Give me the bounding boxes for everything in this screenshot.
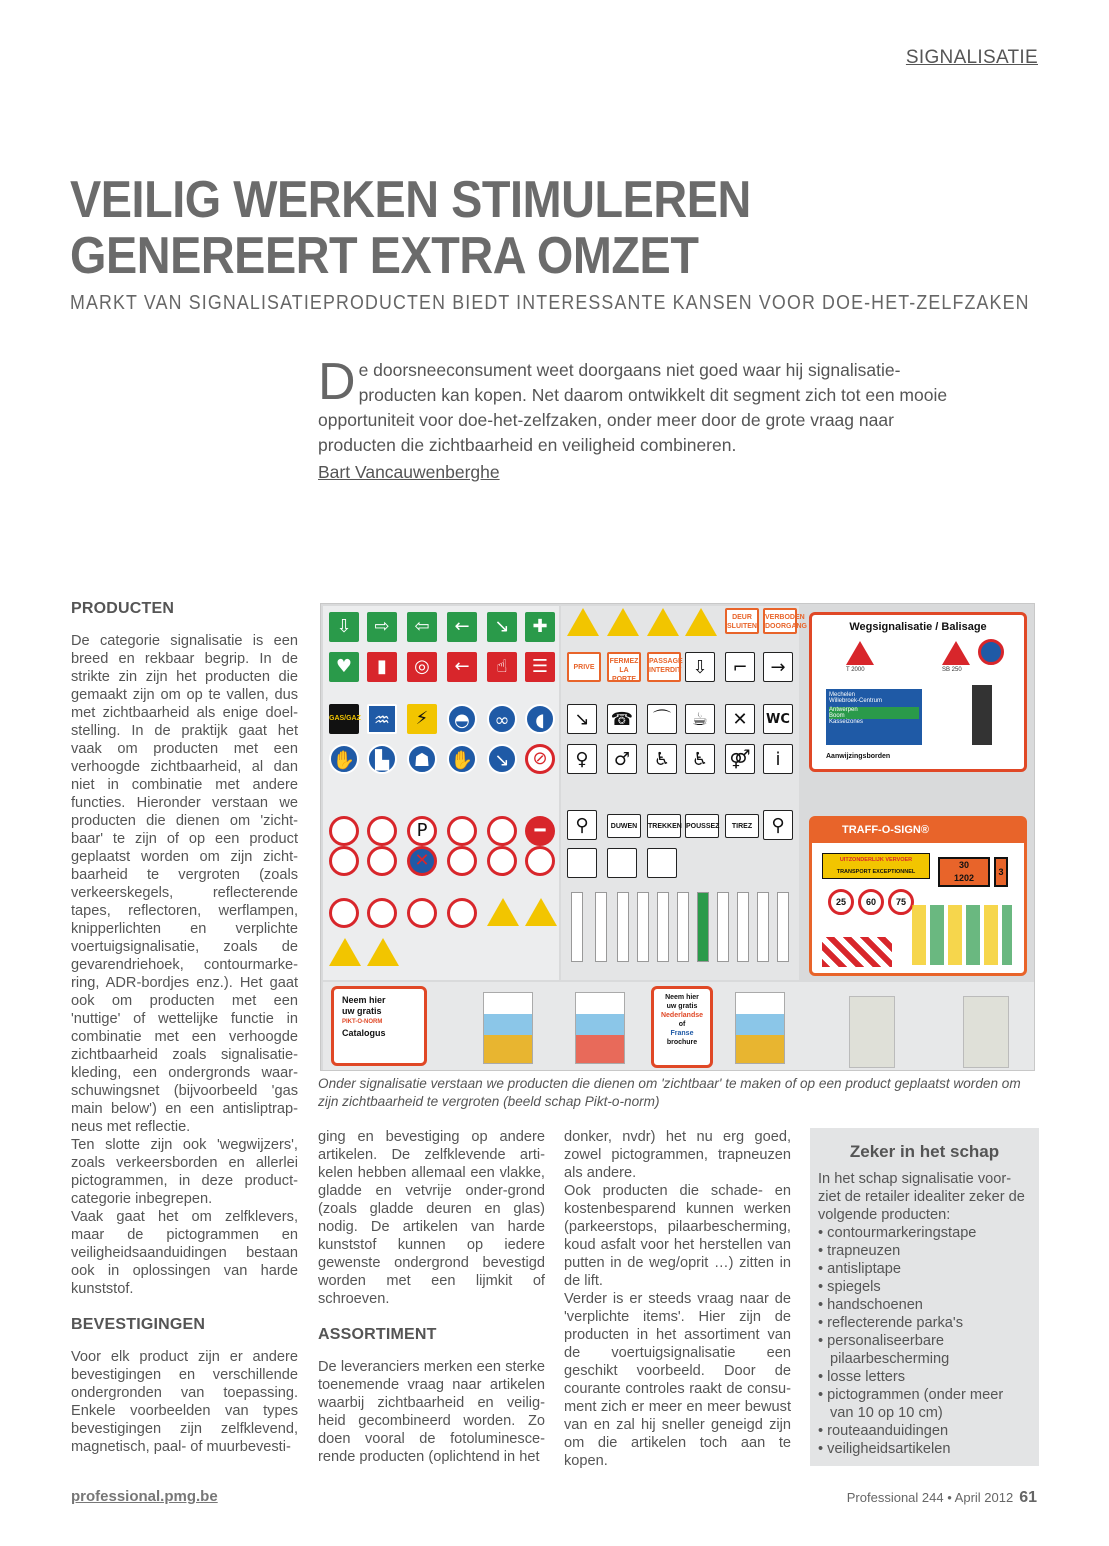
tag-poussez: POUSSEZ — [685, 814, 719, 838]
list-item: van 10 op 10 cm) — [830, 1405, 943, 1421]
wc-sign — [763, 704, 793, 734]
paragraph: Voor elk product zijn er andere bevestigingen en verschillende ondergronden van toepassing. Enkele voorbeelden van types bevestigingen zijn zelfklevend, magnetisch, paal- of muurbevesti- — [71, 1349, 298, 1455]
exceptional-transport-sign — [822, 853, 930, 879]
no-animals-sign — [447, 846, 477, 876]
no-parking-sign: P — [407, 816, 437, 846]
pictogram-sign — [567, 848, 597, 878]
transport-label: UITZONDERLIJK VERVOER — [839, 857, 913, 863]
gents-sign: ♂ — [607, 744, 637, 774]
no-stopping-sign: ✕ — [407, 846, 437, 876]
tag-verboden-doorgang: VERBODEN DOORGANG — [763, 608, 797, 634]
no-camera-sign — [329, 846, 359, 876]
promo-text: Neem hier — [342, 995, 386, 1005]
promo-text: Franse — [670, 1030, 694, 1037]
paragraph: Verder is er steeds vraag naar de 'verplichte items'. Hier zijn de producten in het assortiment van de voertuigsignalisatie een geschikt voorbeeld. Door de courante controles raakt de consu-ment zich er meer en meer bewust van en zal hij sneller geneigd zijn om die artikelen toch aan te kopen. — [564, 1291, 791, 1469]
adr-class: 3 — [994, 857, 1008, 887]
warning-sign — [607, 608, 639, 636]
list-item: • contourmarkeringstape — [818, 1225, 977, 1241]
column-3 — [564, 1128, 791, 1470]
list-item: • spiegels — [818, 1279, 881, 1295]
prohibition-sign — [367, 898, 397, 928]
wc-label: WC — [766, 712, 790, 727]
column-2 — [318, 1128, 545, 1466]
traff-o-sign-board — [809, 816, 1027, 976]
wash-hands-sign: ✋ — [447, 744, 477, 774]
tag-passage: PASSAGE INTERDIT — [647, 652, 681, 682]
city-label: Boom — [829, 713, 919, 719]
warning-sign — [567, 608, 599, 636]
close-sign: ✕ — [725, 704, 755, 734]
coffee-sign: ☕ — [685, 704, 715, 734]
boots-sign: ▙ — [367, 744, 397, 774]
speed-sign: 75 — [888, 889, 914, 915]
label-strip — [617, 892, 629, 962]
adr-number: 1202 — [953, 873, 975, 883]
site-link[interactable]: professional.pmg.be — [71, 1488, 218, 1505]
product-shelf-photo — [320, 603, 1035, 1071]
no-entry-hand-sign — [367, 816, 397, 846]
label-strip — [657, 892, 669, 962]
promo-text: uw gratis — [666, 1003, 698, 1010]
direction-sign — [826, 689, 922, 745]
city-label: Mechelen — [829, 692, 856, 698]
page-number: 61 — [1019, 1489, 1037, 1506]
exit-sign: ↘ — [487, 612, 517, 642]
sidebar-box — [810, 1128, 1039, 1466]
prohibition-sign — [329, 816, 359, 846]
paragraph: De leveranciers merken een sterke toenemende vraag naar artikelen waarbij zichtbaarheid en veilig-heid gecombineerd worden. Zo doen vooral de fotoluminesce-rende producten (oplichtend in het — [318, 1359, 545, 1465]
warning-sign — [647, 608, 679, 636]
label-strip — [677, 892, 689, 962]
heading-producten: PRODUCTEN — [71, 600, 175, 617]
empty-holder — [849, 996, 895, 1068]
city-label: Kasseiz​ones — [829, 719, 864, 725]
promo-text: uw gratis — [342, 1006, 382, 1016]
city-label: Antwerpen — [829, 707, 919, 713]
no-food-sign — [487, 846, 517, 876]
sidebar-intro: In het schap signalisatie voor-ziet de retailer idealiter zeker de volgende producten: — [818, 1171, 1025, 1223]
no-dogs-sign — [447, 816, 477, 846]
sidebar-list — [818, 1224, 1031, 1458]
promo-brand: PIKT-O-NORM — [342, 1019, 383, 1025]
fire-alarm-sign: ☝ — [487, 652, 517, 682]
speed-sign: 25 — [828, 889, 854, 915]
helmet-sign: ◓ — [447, 704, 477, 734]
author-byline[interactable]: Bart Vancauwenberghe — [318, 462, 500, 482]
list-item: • reflecterende parka's — [818, 1315, 963, 1331]
column-1 — [71, 600, 298, 1456]
arrow-right-sign: → — [763, 652, 793, 682]
section-tag[interactable]: SIGNALISATIE — [905, 47, 1038, 68]
adr-number: 30 — [958, 860, 969, 870]
promo-text: of — [678, 1021, 686, 1028]
article-title — [70, 172, 952, 284]
tap-sign: ♒ — [367, 704, 397, 734]
apron-sign: ☗ — [407, 744, 437, 774]
label-strip — [757, 892, 769, 962]
warning-sign — [525, 898, 557, 926]
paragraph: Vaak gaat het om zelfklevers, maar de pictogrammen en veiligheidsaanduidingen bestaan ook in oplossingen van harde kunststof. — [71, 1209, 298, 1297]
roadwork-triangle-icon — [942, 641, 970, 665]
board-footer: Aanwijzingsborden — [826, 753, 891, 760]
tag-fermez: FERMEZ LA PORTE — [607, 652, 641, 682]
bicycle-sign: ⚲ — [763, 810, 793, 840]
figure-caption: Onder signalisatie verstaan we producten die dienen om 'zichtbaar' te maken of op een product geplaatst worden om zijn zichtbaarheid te vergroten (beeld schap Pikt-o-norm) — [318, 1076, 1021, 1109]
list-item: • routeaanduidingen — [818, 1423, 949, 1439]
toilets-sign: ⚤ — [725, 744, 755, 774]
stairs-sign: ⌐ — [725, 652, 755, 682]
tag-trekken: TREKKEN — [647, 814, 681, 838]
exit-sign: ⇦ — [407, 612, 437, 642]
pictogram-sign — [647, 848, 677, 878]
article-subtitle: MARKT VAN SIGNALISATIEPRODUCTEN BIEDT INTERESSANTE KANSEN VOOR DOE-HET-ZELFZAKEN — [70, 292, 1030, 314]
page-footer — [847, 1489, 1037, 1507]
fire-hose-sign: ◎ — [407, 652, 437, 682]
list-item: • antisliptape — [818, 1261, 901, 1277]
gas-sign: GAS/GAZ — [329, 704, 359, 734]
paragraph: Ook producten die schade- en kostenbesparend kunnen werken (parkeerstops, pilaarbescherming, koud asfalt voor het herstellen van putten in de weg/oprit …) zitten in de lift. — [564, 1183, 791, 1289]
goggles-sign: ∞ — [487, 704, 517, 734]
first-aid-sign: ✚ — [525, 612, 555, 642]
list-item: pilaarbescherming — [830, 1351, 950, 1367]
paragraph: donker, nvdr) het nu erg goed, zowel pictogrammen, trapneuzen als andere. — [564, 1129, 791, 1181]
list-item: • losse letters — [818, 1369, 906, 1385]
speed-sign: 60 — [858, 889, 884, 915]
intro-paragraph — [318, 353, 958, 458]
gloves-sign: ✋ — [329, 744, 359, 774]
cloakroom-sign: ⌒ — [647, 704, 677, 734]
brand-bar: TRAFF-O-SIGN® — [812, 819, 1024, 843]
sidebar-title: Zeker in het schap — [849, 1142, 1000, 1161]
phone-sign: ☎ — [607, 704, 637, 734]
no-drinking-sign — [487, 816, 517, 846]
label-strip — [777, 892, 789, 962]
promo-text: Nederlandse — [660, 1012, 704, 1019]
label-strip — [571, 892, 583, 962]
label-strip — [697, 892, 709, 962]
accessible-sign: ♿ — [685, 744, 715, 774]
title-line-2: GENEREERT EXTRA OMZET — [70, 227, 699, 285]
brochure-promo — [651, 986, 713, 1068]
fire-ladder-sign: ☰ — [525, 652, 555, 682]
transport-label: TRANSPORT EXCEPTIONNEL — [836, 869, 916, 875]
accessible-wc-sign: ♿ — [647, 744, 677, 774]
promo-text: Neem hier — [665, 994, 699, 1001]
catalogus-promo — [331, 986, 427, 1066]
info-sign: i — [763, 744, 793, 774]
roadwork-triangle-icon — [846, 641, 874, 665]
title-line-1: VEILIG WERKEN STIMULEREN — [70, 171, 751, 229]
pictogram-sign — [607, 848, 637, 878]
exit-sign: ⇩ — [329, 612, 359, 642]
no-entry-sign: ━ — [525, 816, 555, 846]
paragraph: Ten slotte zijn ook 'wegwijzers', zoals verkeersborden en allerlei pictogrammen, in deze product-categorie inbegrepen. — [71, 1137, 298, 1207]
warning-sign — [685, 608, 717, 636]
heading-assortiment: ASSORTIMENT — [318, 1326, 437, 1343]
no-parking-icon — [978, 639, 1004, 665]
paragraph: ging en bevestiging op andere artikelen. De zelfklevende arti-kelen hebben allemaal een vlakke, gladde en vetvrije onder-grond (zoals gladde deuren en glas) nodig. De artikelen van harde kunststof kunnen op iedere gewenste ondergrond bevestigd worden met een lijmkit of schroeven. — [318, 1129, 545, 1307]
list-item: • trapneuzen — [818, 1243, 901, 1259]
signpost-icon — [972, 685, 992, 745]
list-item: • handschoenen — [818, 1297, 923, 1313]
empty-holder — [963, 996, 1009, 1068]
list-item: • veiligheidsartikelen — [818, 1441, 951, 1457]
warning-electric-sign — [487, 898, 519, 926]
label-strip — [717, 892, 729, 962]
ear-protection-sign: ◖ — [525, 704, 555, 734]
fire-direction-sign: ← — [447, 652, 477, 682]
board-title: Wegsignalisatie / Balisage — [849, 621, 987, 633]
issue-label: Professional 244 • April 2012 — [846, 1490, 1014, 1505]
hazard-diamonds-icon — [912, 905, 1012, 965]
promo-text: Catalogus — [342, 1028, 386, 1038]
brochure-stack — [575, 992, 625, 1064]
warning-sign — [367, 938, 399, 966]
tag-tirez: TIREZ — [725, 814, 759, 838]
brochure-stack — [483, 992, 533, 1064]
label-strip — [595, 892, 607, 962]
paragraph: De categorie signalisatie is een breed en rekbaar begrip. In de strikte zin zijn het producten die gemaakt zijn om op te vallen, dus met zichtbaarheid als enige doel-stelling. In de praktijk gaat het vaak om producten met een verhoogde zichtbaarheid, al dan niet in combinatie met andere functies. Hieronder verstaan we producten die dienen om 'zicht-baar' te zijn of op een product geplaatst worden om zijn zicht-baarheid te vergroten (zoals verkeerskegels, reflecterende tapes, reflectoren, werflampen, knipperlichten en verplichte voertuigsignalisatie, zoals de gevarendriehoek, contourmarke-ring, ADR-bordjes enz.). Het gaat ook om producten met een 'nuttige' of wettelijke functie in combinatie met een verhoogde zichtbaarheid zoals signalisatie-kleding, een ondergronds waar-schuwingsnet (bijvoorbeeld 'gas main below') en een antisliptrap-neus met reflectie. — [71, 633, 298, 1135]
tag-deur-sluiten: DEUR SLUITEN — [725, 608, 759, 634]
board-sb250: SB 250 — [942, 667, 962, 673]
label-strip — [737, 892, 749, 962]
list-item: • personaliseerbare — [818, 1333, 944, 1349]
heading-bevestigingen: BEVESTIGINGEN — [71, 1316, 206, 1333]
promo-text: brochure — [666, 1039, 698, 1046]
adr-plate — [938, 857, 990, 887]
city-label: Willebroek-Centrum — [829, 698, 883, 704]
no-bicycles-sign — [367, 846, 397, 876]
brochure-stack — [735, 992, 785, 1064]
sign-pictogram: ⇩ — [685, 652, 715, 682]
tag-prive: PRIVE — [567, 652, 601, 682]
electric-sign: ⚡ — [407, 704, 437, 734]
prohibition-sign — [407, 898, 437, 928]
drop-cap: D — [318, 353, 356, 411]
tag-duwen: DUWEN — [607, 814, 641, 838]
prohibition-sign — [329, 898, 359, 928]
label-strip — [637, 892, 649, 962]
exit-sign: ⇨ — [367, 612, 397, 642]
no-smoking-sign: ⊘ — [525, 744, 555, 774]
intro-text: e doorsneeconsument weet doorgaans niet goed waar hij signalisatie-producten kan kopen. Net daarom ontwikkelt dit segment zich tot een mooie opportuniteit voor doe-het-zelfzaken, onder meer door de grote vraag naar producten die zichtbaarheid en veiligheid combineren. — [318, 360, 948, 455]
warning-sign — [329, 938, 361, 966]
arrow-sign: ↘ — [487, 744, 517, 774]
contour-marking-icon — [822, 937, 892, 967]
list-item: • pictogrammen (onder meer — [818, 1387, 1004, 1403]
defibrillator-sign: ♥ — [329, 652, 359, 682]
wegsignalisatie-board — [809, 612, 1027, 772]
litter-sign: ⚲ — [567, 810, 597, 840]
board-t2000: T 2000 — [846, 667, 865, 673]
prohibition-sign — [525, 846, 555, 876]
fire-extinguisher-sign: ▮ — [367, 652, 397, 682]
ladies-sign: ♀ — [567, 744, 597, 774]
arrow-sign: ↘ — [567, 704, 597, 734]
prohibition-sign — [447, 898, 477, 928]
exit-sign: ← — [447, 612, 477, 642]
